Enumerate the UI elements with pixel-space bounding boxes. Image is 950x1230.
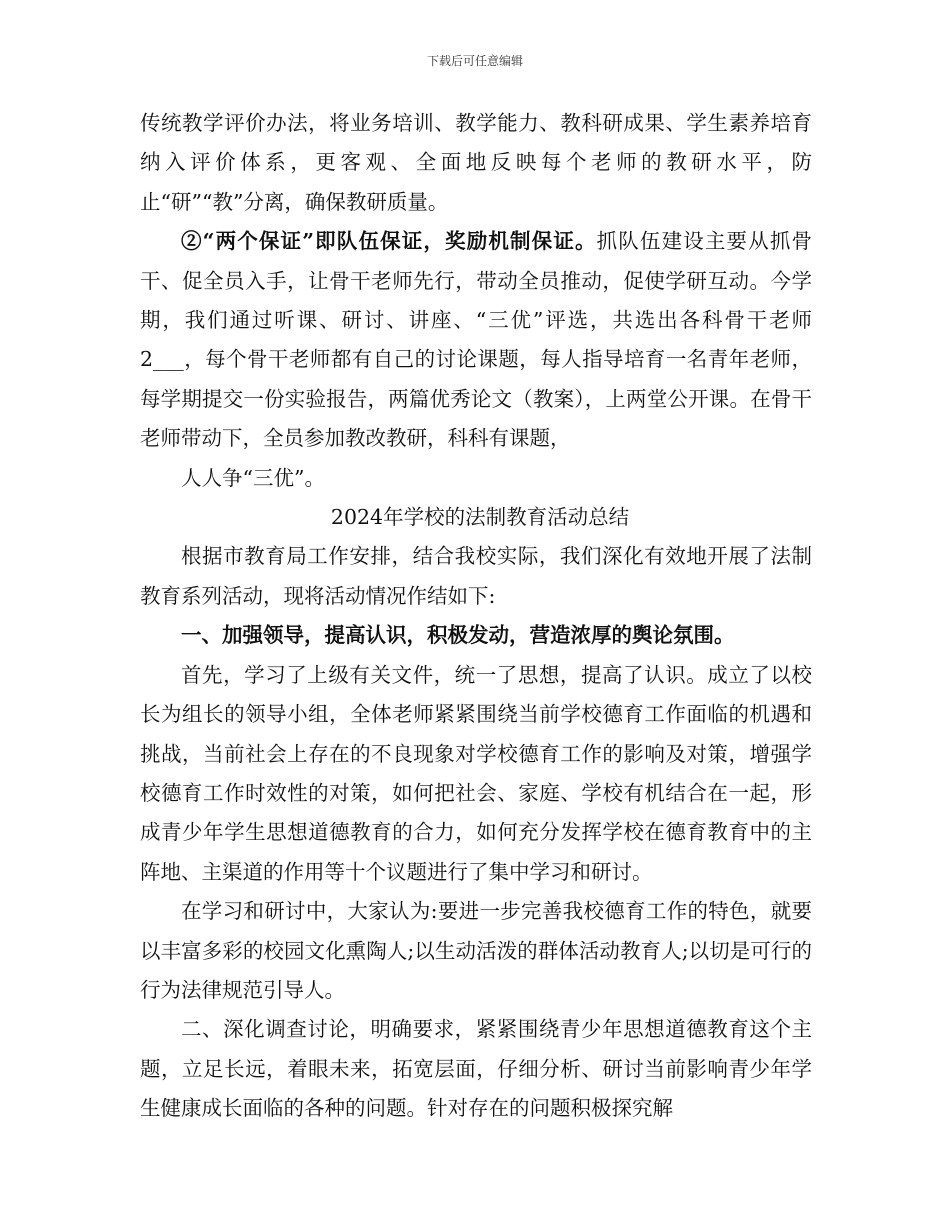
section-heading-1: 一、加强领导，提高认识，积极发动，营造浓厚的舆论氛围。: [181, 623, 735, 648]
two-guarantees-heading: ②“两个保证”即队伍保证，奖励机制保证。: [181, 229, 597, 254]
document-body: [140, 104, 812, 1129]
paragraph-intro: 根据市教育局工作安排，结合我校实际，我们深化有效地开展了法制教育系列活动，现将活动情况作结如下:: [140, 544, 812, 608]
paragraph-two-guarantees: [140, 222, 812, 458]
paragraph-study: 首先，学习了上级有关文件，统一了思想，提高了认识。成立了以校长为组长的领导小组，全体老师紧紧围绕当前学校德育工作面临的机遇和挑战，当前社会上存在的不良现象对学校德育工作的影响及对策，增强学校德育工作时效性的对策，如何把社会、家庭、学校有机结合在一起，形成青少年学生思想道德教育的合力，如何充分发挥学校在德育教育中的主阵地、主渠道的作用等十个议题进行了集中学习和研讨。: [140, 662, 812, 884]
page-header: 下载后可任意编辑: [426, 54, 523, 68]
paragraph-evaluation: 传统教学评价办法，将业务培训、教学能力、教科研成果、学生素养培育纳入评价体系，更客观、全面地反映每个老师的教研水平，防止“研”“教”分离，确保教研质量。: [140, 111, 812, 214]
document-title: 2024年学校的法制教育活动总结: [330, 505, 630, 530]
paragraph-section-2: 二、深化调查讨论，明确要求，紧紧围绕青少年思想道德教育这个主题，立足长远，着眼未来，拓宽层面，仔细分析、研讨当前影响青少年学生健康成长面临的各种的问题。针对存在的问题积极探究解: [140, 1017, 812, 1121]
paragraph-discussion: 在学习和研讨中，大家认为:要进一步完善我校德育工作的特色，就要以丰富多彩的校园文化熏陶人;以生动活泼的群体活动教育人;以切是可行的行为法律规范引导人。: [140, 899, 812, 1002]
paragraph-three-excellence: 人人争“三优”。: [181, 465, 325, 490]
two-guarantees-text: 抓队伍建设主要从抓骨干、促全员入手，让骨干老师先行，带动全员推动，促使学研互动。今学期，我们通过听课、研讨、讲座、“三优”评选，共选出各科骨干老师2___，每个骨干老师都有自己的讨论课题，每人指导培育一名青年老师，每学期提交一份实验报告，两篇优秀论文（教案），上两堂公开课。在骨干老师带动下，全员参加教改教研，科科有课题，: [140, 229, 812, 451]
